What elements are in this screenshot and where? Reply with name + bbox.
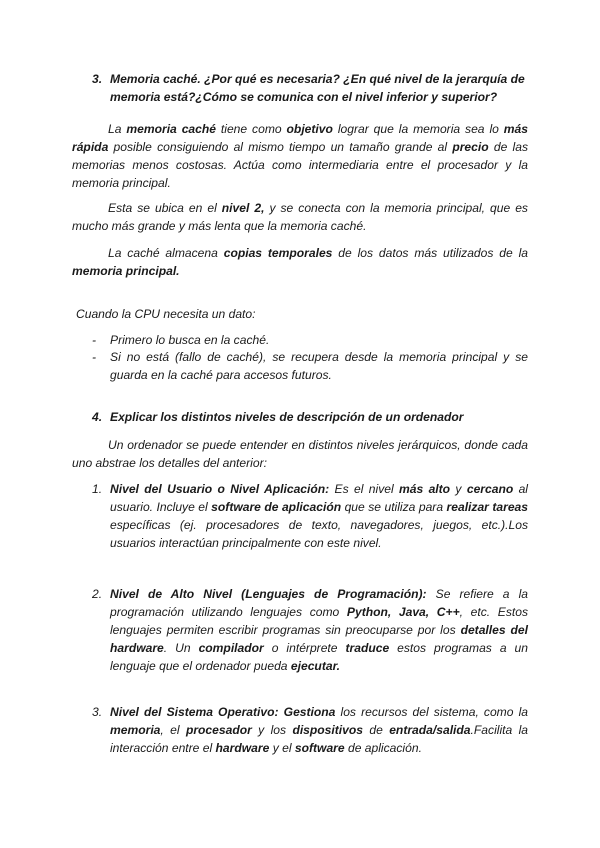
document-page: 3. Memoria caché. ¿Por qué es necesaria? ¿En qué nivel de la jerarquía de memoria está?¿Cómo se comunica con el nivel inferior y superior? La memoria caché tiene como objetivo lograr que la memoria sea lo más rápida posible consiguiendo al mismo tiempo un tamaño grande al precio de las memorias menos costosas. Actúa como intermediaria entre el procesador y la memoria principal. Esta se ubica en el nivel 2, y se conecta con la memoria principal, que es mucho más grande y más lenta que la memoria caché. La caché almacena copias temporales de los datos más utilizados de la memoria principal. Cuando la CPU necesita un dato: - Primero lo busca en la caché. - Si no está (fallo de caché), se recupera desde la memoria principal y se guarda en la caché para accesos futuros. 4. Explicar los distintos niveles de descripción de un ordenador Un ordenador se puede entender en distintos niveles jerárquicos, donde cada uno abstrae los detalles del anterior: 1. Nivel del Usuario o Nivel Aplicación: Es el nivel más alto y cercano al usuario. Incluye el software de aplicación que se utiliza para realizar tareas específicas (ej. procesadores de texto, navegadores, juegos, etc.).Los usuarios interactúan principalmente con este nivel. 2. Nivel de Alto Nivel (Lenguajes de Programación): Se refiere a la programación utilizando lenguajes como Python, Java, C++, etc. Estos lenguajes permiten escribir programas sin preocuparse por los detalles del hardware. Un compilador o intérprete traduce estos programas a un lenguaje que el ordenador pueda ejecutar. 3. Nivel del Sistema Operativo: Gestiona los recursos del sistema, como la memoria, el procesador y los dispositivos de entrada/salida.Facilita la interacción entre el hardware y el software de aplicación. bbox=[72, 72, 528, 755]
section-title: Memoria caché. ¿Por qué es necesaria? ¿En qué nivel de la jerarquía de memoria está?¿Cómo se comunica con el nivel inferior y superior? bbox=[110, 72, 525, 104]
paragraph: La memoria caché tiene como objetivo lograr que la memoria sea lo más rápida posible consiguiendo al mismo tiempo un tamaño grande al precio de las memorias menos costosas. Actúa como intermediaria entre el procesador y la memoria principal. bbox=[72, 122, 528, 190]
list-dash: - bbox=[92, 350, 97, 364]
section-number: 4. bbox=[92, 410, 103, 424]
section-number: 3. bbox=[92, 72, 103, 86]
paragraph: La caché almacena copias temporales de los datos más utilizados de la memoria principal. bbox=[72, 246, 528, 278]
paragraph: Esta se ubica en el nivel 2, y se conecta con la memoria principal, que es mucho más grande y más lenta que la memoria caché. bbox=[72, 201, 528, 233]
cpu-intro: Cuando la CPU necesita un dato: bbox=[76, 307, 256, 321]
item-number: 3. bbox=[92, 705, 103, 719]
item-number: 2. bbox=[92, 587, 103, 601]
item-number: 1. bbox=[92, 482, 103, 496]
paragraph: Un ordenador se puede entender en distintos niveles jerárquicos, donde cada uno abstrae los detalles del anterior: bbox=[72, 438, 528, 470]
list-dash: - bbox=[92, 333, 97, 347]
section-title: Explicar los distintos niveles de descripción de un ordenador bbox=[110, 410, 464, 424]
